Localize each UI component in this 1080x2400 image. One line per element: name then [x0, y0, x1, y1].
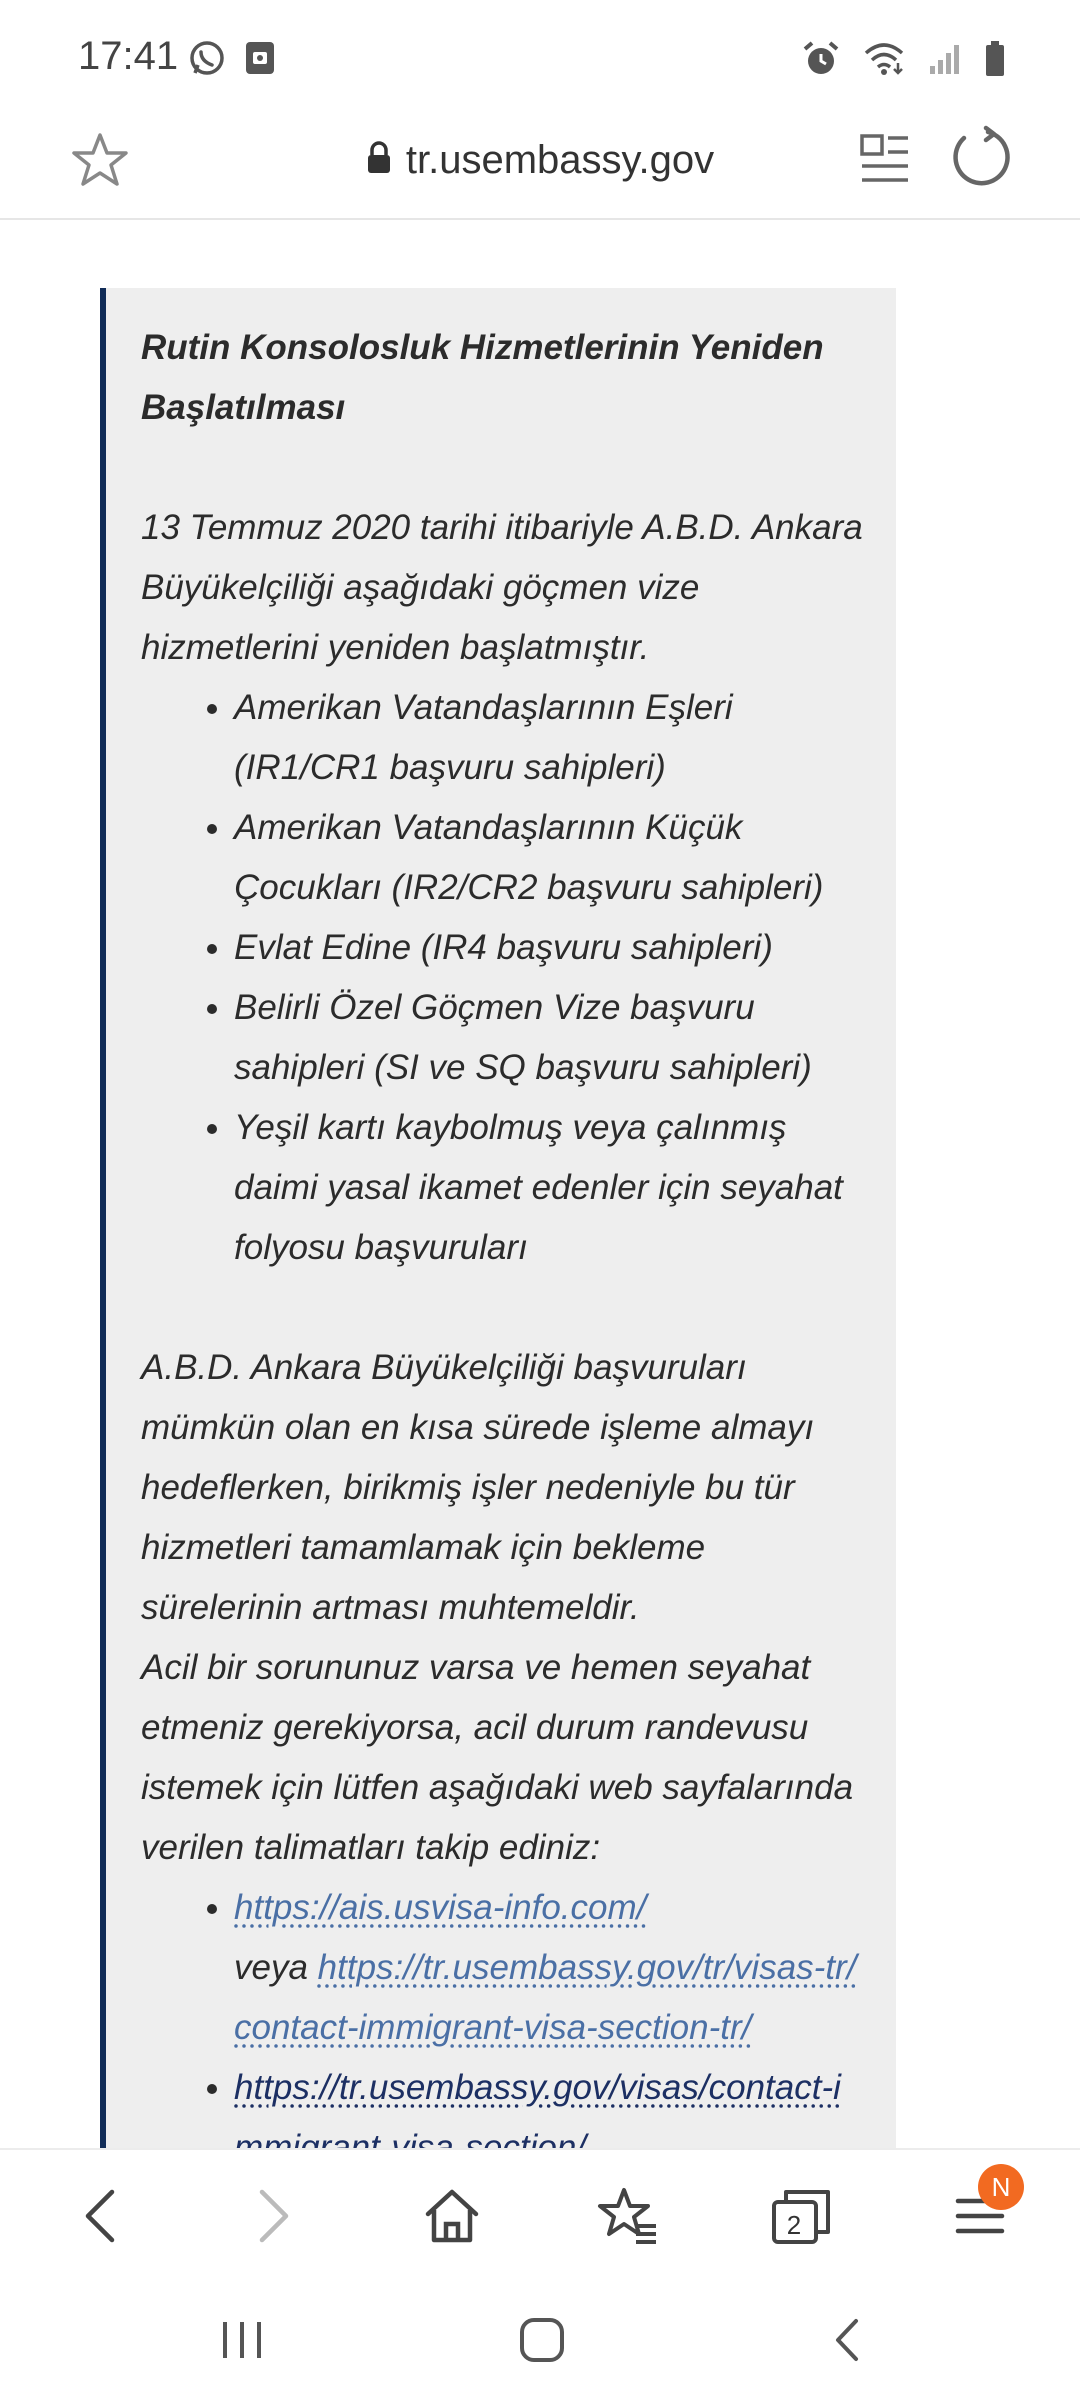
notice-title: Rutin Konsolosluk Hizmetlerinin Yeniden Başlatılması	[141, 328, 824, 427]
list-item: • Evlat Edine (IR4 başvuru sahipleri)	[234, 918, 866, 978]
list-item	[234, 1878, 866, 2058]
home-icon[interactable]	[416, 2180, 488, 2252]
list-item: • Belirli Özel Göçmen Vize başvuru sahipleri (SI ve SQ başvuru sahipleri)	[234, 978, 866, 1098]
reader-mode-icon[interactable]	[858, 128, 912, 188]
forward-icon[interactable]	[238, 2180, 310, 2252]
notice-paragraph-2: A.B.D. Ankara Büyükelçiliği başvuruları mümkün olan en kısa sürede işleme almayı hedeflerken, birikmiş işler nedeniyle bu tür hizmetleri tamamlamak için bekleme sürelerinin artması muhtemeldir.	[141, 1348, 815, 1627]
tabs-icon[interactable]	[766, 2180, 838, 2252]
menu-notification-badge: N	[978, 2164, 1024, 2210]
signal-icon	[928, 42, 962, 81]
alarm-icon	[802, 40, 840, 83]
services-list	[141, 678, 866, 1278]
back-button-icon[interactable]	[818, 2310, 878, 2370]
status-right-icons	[802, 40, 1006, 83]
browser-toolbar	[0, 2148, 1080, 2282]
url-text: tr.usembassy.gov	[405, 137, 715, 182]
bookmarks-icon[interactable]	[592, 2180, 664, 2252]
lock-icon	[366, 141, 392, 180]
notice-paragraph-3: Acil bir sorununuz varsa ve hemen seyahat etmeniz gerekiyorsa, acil durum randevusu istemek için lütfen aşağıdaki web sayfalarında verilen talimatları takip ediniz:	[141, 1648, 854, 1867]
wifi-icon	[862, 41, 906, 82]
status-left-icons	[188, 40, 276, 83]
immigrant-visa-tr-link[interactable]: https://tr.usembassy.gov/tr/visas-tr/contact-immigrant-visa-section-tr/	[234, 1948, 857, 2047]
list-item: • Amerikan Vatandaşlarının Küçük Çocukları (IR2/CR2 başvuru sahipleri)	[234, 798, 866, 918]
home-button-icon[interactable]	[512, 2310, 572, 2370]
system-navigation-bar	[0, 2280, 1080, 2400]
whatsapp-icon	[188, 40, 226, 83]
link-or-text: veya	[234, 1948, 308, 1987]
list-item: • Amerikan Vatandaşlarının Eşleri (IR1/CR1 başvuru sahipleri)	[234, 678, 866, 798]
back-icon[interactable]	[64, 2180, 136, 2252]
status-time: 17:41	[78, 34, 179, 78]
screenshot-icon	[244, 40, 276, 83]
list-item: • Yeşil kartı kaybolmuş veya çalınmış daimi yasal ikamet edenler için seyahat folyosu başvuruları	[234, 1098, 866, 1278]
notice-intro: 13 Temmuz 2020 tarihi itibariyle A.B.D. Ankara Büyükelçiliği aşağıdaki göçmen vize hizmetlerini yeniden başlatmıştır.	[141, 508, 863, 667]
web-page-content	[0, 220, 1080, 2150]
links-list	[141, 1878, 866, 2178]
battery-icon	[984, 40, 1006, 83]
tabs-count: 2	[786, 2210, 802, 2240]
recent-apps-icon[interactable]	[212, 2310, 272, 2370]
immigrant-visa-en-link[interactable]: https://tr.usembassy.gov/visas/contact-i	[234, 2068, 841, 2107]
ais-usvisa-link[interactable]: https://ais.usvisa-info.com/	[234, 1888, 647, 1927]
notice-box	[100, 288, 896, 2388]
url-field[interactable]	[0, 130, 1080, 190]
reload-icon[interactable]	[950, 126, 1012, 188]
status-bar	[0, 0, 1080, 122]
address-bar	[0, 122, 1080, 220]
